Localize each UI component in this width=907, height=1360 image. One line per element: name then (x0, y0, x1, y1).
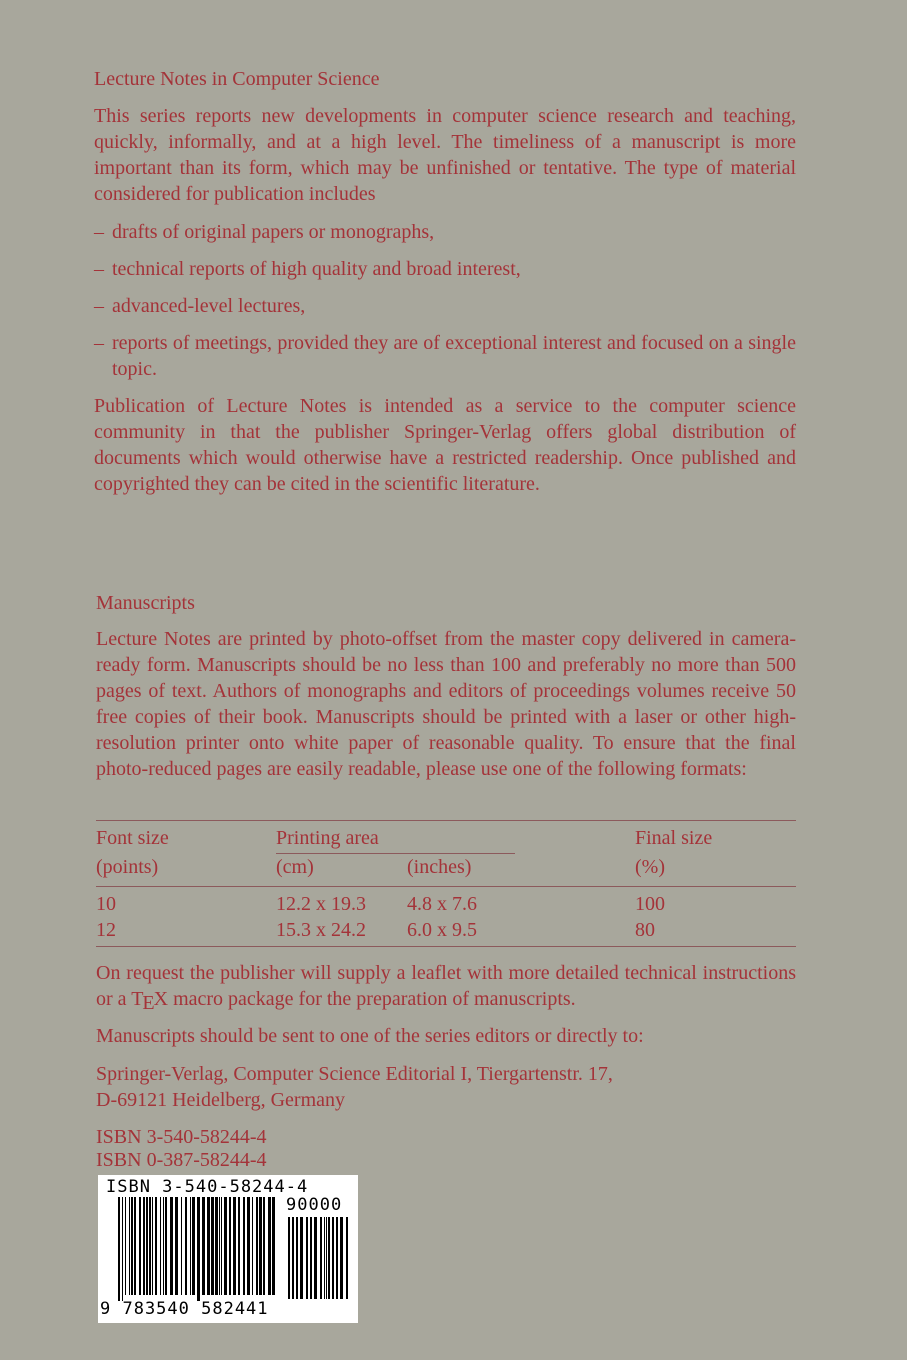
barcode-bar (300, 1217, 303, 1299)
cell-inches: 4.8 x 7.6 (407, 893, 477, 915)
barcode-bar (143, 1197, 145, 1295)
list-dash: – (94, 221, 104, 243)
barcode-bar (163, 1197, 164, 1295)
cell-font: 10 (96, 893, 116, 915)
request-paragraph (96, 960, 796, 1012)
barcode-bar (256, 1197, 258, 1295)
barcode-bar (197, 1197, 200, 1301)
barcode-bar (268, 1197, 271, 1295)
barcode-bar (263, 1197, 265, 1295)
series-intro: This series reports new developments in computer science research and teaching, quickly, informally, and at a high level. The timeliness of a manuscript is more important than its form, which may be unfinished or tentative. The type of material considered for publication includes (94, 105, 796, 205)
barcode-bar (185, 1197, 187, 1295)
barcode-bar (259, 1197, 262, 1295)
publication-paragraph: Publication of Lecture Notes is intended as a service to the computer science community in that the publisher Springer-Verlag offers global distribution of documents which would otherwise have a restricted readership. Once published and copyrighted they can be cited in the scientific literature. (94, 395, 796, 495)
barcode-bar (211, 1197, 214, 1295)
barcode-bar (324, 1217, 325, 1299)
barcode-bar (243, 1197, 245, 1295)
barcode-addon-bars (288, 1217, 350, 1299)
request-text-b: macro package for the preparation of manuscripts. (168, 988, 576, 1010)
barcode-bar (272, 1197, 275, 1295)
barcode-bar (215, 1197, 218, 1295)
tex-logo-t: T (131, 988, 144, 1010)
header-inches: (inches) (407, 856, 472, 878)
barcode-bar (292, 1217, 294, 1299)
cell-inches: 6.0 x 9.5 (407, 919, 477, 941)
barcode-addon-number: 90000 (286, 1195, 343, 1215)
barcode-bar (229, 1197, 231, 1295)
barcode-bar (224, 1197, 227, 1295)
barcode-bar (139, 1197, 141, 1295)
barcode-bar (328, 1217, 330, 1299)
barcode (98, 1175, 358, 1323)
barcode-bar (238, 1197, 240, 1295)
list-item-text: advanced-level lectures, (112, 295, 306, 317)
barcode-bar (149, 1197, 151, 1295)
barcode-bar (233, 1197, 236, 1295)
barcode-bar (314, 1217, 317, 1299)
cell-final: 80 (635, 919, 655, 941)
cell-final: 100 (635, 893, 665, 915)
request-text-a: On request the publisher will supply a leaflet with more detailed technical instructions or a (96, 962, 796, 1010)
isbn-line-1: ISBN 3-540-58244-4 (96, 1126, 267, 1148)
barcode-bar (296, 1217, 298, 1299)
barcode-bar (181, 1197, 182, 1295)
cell-cm: 15.3 x 24.2 (276, 919, 366, 941)
list-dash: – (94, 295, 104, 317)
list-item-text: drafts of original papers or monographs, (112, 221, 435, 243)
barcode-bar (320, 1217, 322, 1299)
barcode-bar (310, 1217, 312, 1299)
barcode-bar (219, 1197, 220, 1295)
barcode-bar (346, 1217, 348, 1299)
barcode-bar (207, 1197, 210, 1295)
barcode-bar (175, 1197, 178, 1295)
barcode-isbn-label: ISBN 3-540-58244-4 (106, 1177, 309, 1197)
barcode-bar (118, 1197, 120, 1301)
barcode-bar (165, 1197, 167, 1295)
table-rule-top (96, 820, 796, 821)
cell-font: 12 (96, 919, 116, 941)
list-item-text: technical reports of high quality and broad interest, (112, 258, 521, 280)
barcode-bar (160, 1197, 161, 1295)
manuscripts-title: Manuscripts (96, 592, 195, 614)
list-item (94, 256, 796, 282)
address-line-1: Springer-Verlag, Computer Science Editorial I, Tiergartenstr. 17, (96, 1063, 613, 1085)
barcode-bar (288, 1217, 290, 1299)
header-points: (points) (96, 856, 159, 878)
header-cm: (cm) (276, 856, 314, 878)
table-rule-bottom (96, 946, 796, 947)
barcode-bar (192, 1197, 195, 1295)
table-rule-mid (96, 886, 796, 887)
isbn-line-2: ISBN 0-387-58244-4 (96, 1149, 267, 1171)
barcode-bar (131, 1197, 133, 1295)
list-item-text: reports of meetings, provided they are of exceptional interest and focused on a single topic. (112, 332, 796, 380)
list-item (94, 219, 796, 245)
barcode-main-bars (118, 1197, 278, 1301)
cell-cm: 12.2 x 19.3 (276, 893, 366, 915)
list-dash: – (94, 332, 104, 354)
manuscripts-body: Lecture Notes are printed by photo-offset from the master copy delivered in camera-ready form. Manuscripts should be no less than 100 and preferably no more than 500 pages of text. Authors of monographs and editors of proceedings volumes receive 50 free copies of their book. Manuscripts should be printed with a laser or other high-resolution printer onto white paper of reasonable quality. To ensure that the final photo-reduced pages are easily readable, please use one of the following formats: (96, 628, 796, 780)
tex-logo-x: X (153, 988, 169, 1010)
barcode-bar (129, 1197, 130, 1295)
header-final-size: Final size (635, 827, 713, 849)
send-instructions: Manuscripts should be sent to one of the series editors or directly to: (96, 1025, 644, 1047)
barcode-bar (155, 1197, 157, 1295)
barcode-bar (202, 1197, 205, 1295)
barcode-bar (170, 1197, 173, 1295)
barcode-bar (190, 1197, 191, 1295)
tex-logo (131, 988, 169, 1014)
header-percent: (%) (635, 856, 665, 878)
header-font-size: Font size (96, 827, 169, 849)
list-dash: – (94, 258, 104, 280)
barcode-bar (252, 1197, 253, 1295)
barcode-bar (340, 1217, 343, 1299)
barcode-bar (247, 1197, 250, 1295)
barcode-bar (152, 1197, 153, 1295)
barcode-bar (332, 1217, 334, 1299)
series-title: Lecture Notes in Computer Science (94, 68, 380, 90)
tex-logo-e: E (142, 992, 155, 1014)
barcode-bar (336, 1217, 338, 1299)
address-line-2: D-69121 Heidelberg, Germany (96, 1089, 346, 1111)
barcode-bar (146, 1197, 148, 1295)
barcode-ean-number: 9 783540 582441 (100, 1299, 269, 1319)
list-item (94, 293, 796, 319)
barcode-bar (134, 1197, 136, 1295)
barcode-bar (122, 1197, 123, 1301)
barcode-bar (221, 1197, 222, 1295)
header-printing-area: Printing area (276, 827, 379, 849)
barcode-bar (306, 1217, 308, 1299)
list-item (94, 330, 796, 382)
barcode-bar (125, 1197, 126, 1295)
barcode-bar (326, 1217, 327, 1299)
